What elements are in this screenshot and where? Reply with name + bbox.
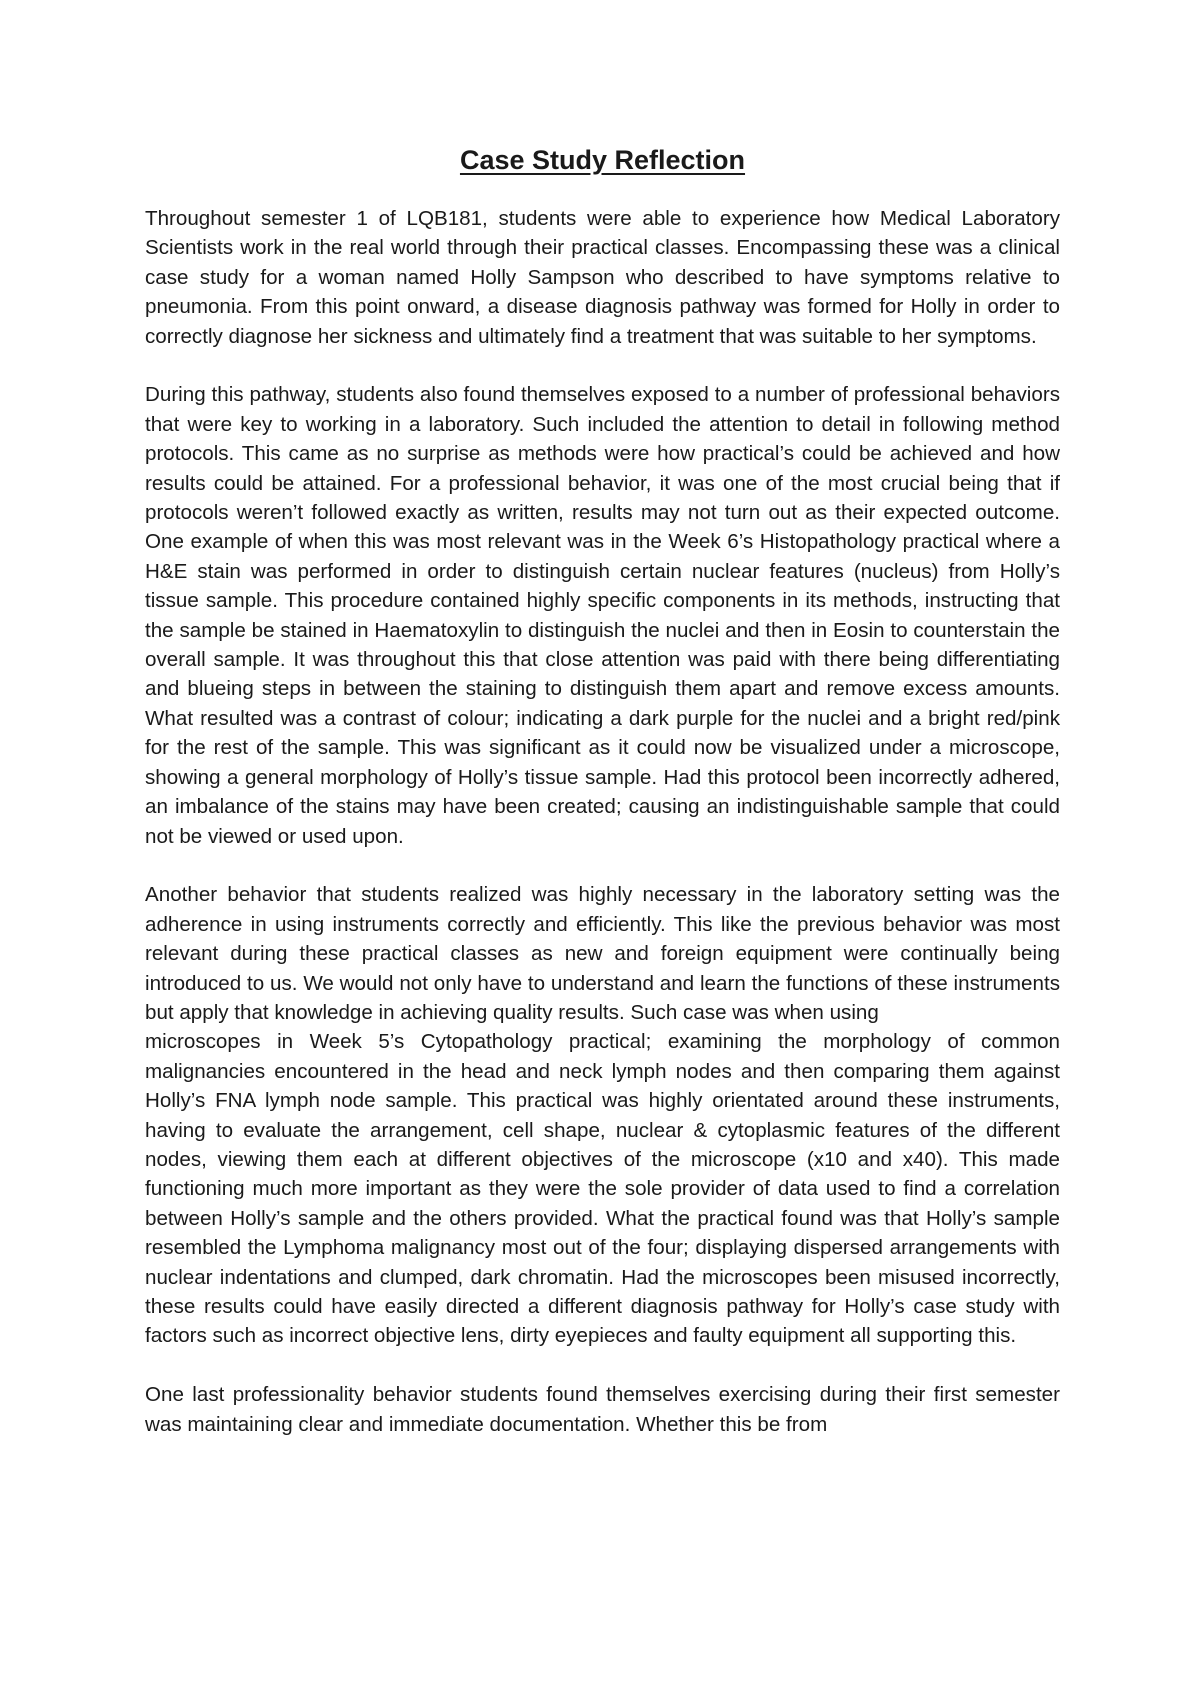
paragraph-instruments-continued: microscopes in Week 5’s Cytopathology practical; examining the morphology of common malignancies encountered in the head and neck lymph nodes and then comparing them against Holly’s FNA lymph node sample. This practical was highly orientated around these instruments, having to evaluate the arrangement, cell shape, nuclear & cytoplasmic features of the different nodes, viewing them each at different objectives of the microscope (x10 and x40). This made functioning much more important as they were the sole provider of data used to find a correlation between Holly’s sample and the others provided. What the practical found was that Holly’s sample resembled the Lymphoma malignancy most out of the four; displaying dispersed arrangements with nuclear indentations and clumped, dark chromatin. Had the microscopes been misused incorrectly, these results could have easily directed a different diagnosis pathway for Holly’s case study with factors such as incorrect objective lens, dirty eyepieces and faulty equipment all supporting this. bbox=[145, 1030, 1060, 1348]
document-page bbox=[145, 142, 1060, 1439]
document-title: Case Study Reflection bbox=[459, 145, 746, 175]
paragraph-instruments bbox=[145, 880, 1060, 1027]
paragraph-instruments-part-1: Another behavior that students realized was highly necessary in the laboratory setting was the adherence in using instruments correctly and efficiently. This like the previous behavior was most relevant during these practical classes as new and foreign equipment were continually being introduced to us. We would not only have to understand and learn the functions of these instruments but apply that knowledge in achieving quality results. Such case was when using bbox=[145, 883, 1060, 1024]
paragraph-documentation: One last professionality behavior students found themselves exercising during their first semester was maintaining clear and immediate documentation. Whether this be from bbox=[145, 1383, 1060, 1436]
paragraph-attention-to-detail: During this pathway, students also found themselves exposed to a number of professional behaviors that were key to working in a laboratory. Such included the attention to detail in following method protocols. This came as no surprise as methods were how practical’s could be achieved and how results could be attained. For a professional behavior, it was one of the most crucial being that if protocols weren’t followed exactly as written, results may not turn out as their expected outcome. One example of when this was most relevant was in the Week 6’s Histopathology practical where a H&E stain was performed in order to distinguish certain nuclear features (nucleus) from Holly’s tissue sample. This procedure contained highly specific components in its methods, instructing that the sample be stained in Haematoxylin to distinguish the nuclei and then in Eosin to counterstain the overall sample. It was throughout this that close attention was paid with there being differentiating and blueing steps in between the staining to distinguish them apart and remove excess amounts. What resulted was a contrast of colour; indicating a dark purple for the nuclei and a bright red/pink for the rest of the sample. This was significant as it could now be visualized under a microscope, showing a general morphology of Holly’s tissue sample. Had this protocol been incorrectly adhered, an imbalance of the stains may have been created; causing an indistinguishable sample that could not be viewed or used upon. bbox=[145, 383, 1060, 848]
paragraph-intro: Throughout semester 1 of LQB181, students were able to experience how Medical Laboratory Scientists work in the real world through their practical classes. Encompassing these was a clinical case study for a woman named Holly Sampson who described to have symptoms relative to pneumonia. From this point onward, a disease diagnosis pathway was formed for Holly in order to correctly diagnose her sickness and ultimately find a treatment that was suitable to her symptoms. bbox=[145, 207, 1060, 348]
